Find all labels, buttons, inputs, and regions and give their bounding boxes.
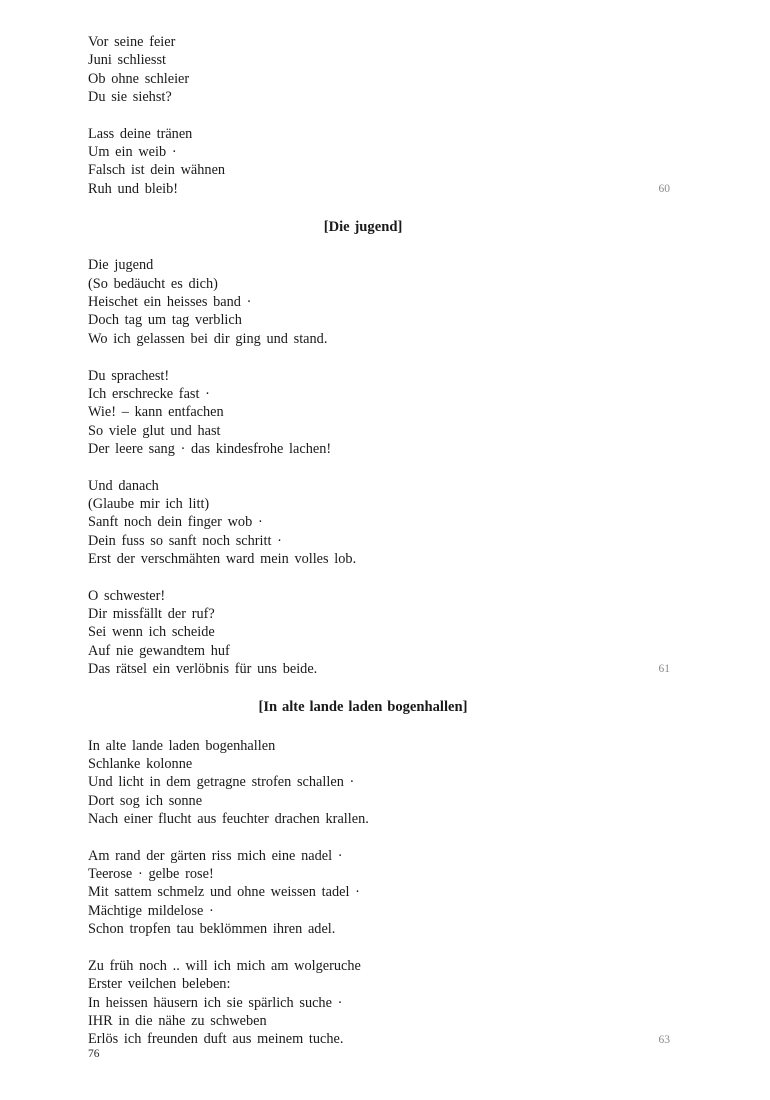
stanza xyxy=(88,957,770,1049)
poem-line: Nach einer flucht aus feuchter drachen krallen. xyxy=(88,811,369,828)
poem-line: Auf nie gewandtem huf xyxy=(88,642,230,659)
poem-line: Und danach xyxy=(88,477,159,494)
poem-line: Sanft noch dein finger wob · xyxy=(88,514,263,531)
poem-line: Erster veilchen beleben: xyxy=(88,976,231,993)
poem-title-text: Die jugend xyxy=(328,219,398,236)
poem-line: Du sie siehst? xyxy=(88,89,172,106)
poem-line: Das rätsel ein verlöbnis für uns beide. xyxy=(88,661,318,677)
bracket-close: ] xyxy=(462,699,468,716)
poem-line: IHR in die nähe zu schweben xyxy=(88,1012,267,1029)
poem-line: Zu früh noch .. will ich mich am wolgeruche xyxy=(88,957,361,974)
poem-line: Doch tag um tag verblich xyxy=(88,312,242,329)
poem-line: Die jugend xyxy=(88,257,154,274)
margin-page-number: 63 xyxy=(658,1033,670,1046)
poem-title xyxy=(88,218,638,236)
stanza xyxy=(88,33,770,106)
poem-line: Erst der verschmähten ward mein volles lob. xyxy=(88,550,357,567)
stanza xyxy=(88,737,770,829)
poem-title xyxy=(88,698,638,716)
poem-line: Dein fuss so sanft noch schritt · xyxy=(88,532,282,549)
poem-content xyxy=(0,33,770,1049)
poem-line: Dort sog ich sonne xyxy=(88,792,203,809)
poem-line: Ob ohne schleier xyxy=(88,70,190,87)
footer-page-number: 76 xyxy=(88,1048,100,1060)
poem-line: In alte lande laden bogenhallen xyxy=(88,737,276,754)
poem-line: Um ein weib · xyxy=(88,144,177,161)
poem-line: (So bedäucht es dich) xyxy=(88,275,218,292)
bracket-close: ] xyxy=(397,219,403,236)
stanza xyxy=(88,125,770,198)
poem-line: Heischet ein heisses band · xyxy=(88,294,252,311)
poem-line: Du sprachest! xyxy=(88,367,170,384)
poem-line: Juni schliesst xyxy=(88,52,166,69)
bracket-open: [ xyxy=(258,699,264,716)
stanza xyxy=(88,367,770,459)
poem-line: Ruh und bleib! xyxy=(88,180,179,197)
poem-line: Vor seine feier xyxy=(88,34,176,50)
poem-line: Wo ich gelassen bei dir ging und stand. xyxy=(88,330,328,347)
poem-line: Lass deine tränen xyxy=(88,125,193,142)
stanza xyxy=(88,477,770,569)
poem-line: Sei wenn ich scheide xyxy=(88,624,215,641)
poem-line: Der leere sang · das kindesfrohe lachen! xyxy=(88,440,332,457)
margin-page-number: 61 xyxy=(658,663,670,676)
poem-line: So viele glut und hast xyxy=(88,422,221,439)
stanza xyxy=(88,587,770,679)
poem-line: Ich erschrecke fast · xyxy=(88,385,210,402)
bracket-open: [ xyxy=(323,219,329,236)
poem-line: Mächtige mildelose · xyxy=(88,902,214,919)
poem-line: Erlös ich freunden duft aus meinem tuche. xyxy=(88,1031,344,1048)
poem-line: Schlanke kolonne xyxy=(88,756,193,773)
poem-line: Mit sattem schmelz und ohne weissen tadel · xyxy=(88,884,360,901)
poem-line: O schwester! xyxy=(88,587,166,604)
poem-line: Dir missfällt der ruf? xyxy=(88,605,215,622)
margin-page-number: 60 xyxy=(658,183,670,196)
stanza xyxy=(88,847,770,939)
poem-line: Wie! – kann entfachen xyxy=(88,404,224,421)
poem-line: Schon tropfen tau beklömmen ihren adel. xyxy=(88,921,336,938)
poem-line: (Glaube mir ich litt) xyxy=(88,495,210,512)
poem-line: Und licht in dem getragne strofen schallen · xyxy=(88,774,355,791)
poem-line: Teerose · gelbe rose! xyxy=(88,866,214,883)
poem-title-text: In alte lande laden bogenhallen xyxy=(263,699,463,716)
poem-line: Am rand der gärten riss mich eine nadel · xyxy=(88,847,343,864)
poem-line: Falsch ist dein wähnen xyxy=(88,162,226,179)
poem-line: In heissen häusern ich sie spärlich suche · xyxy=(88,994,343,1011)
stanza xyxy=(88,256,770,348)
